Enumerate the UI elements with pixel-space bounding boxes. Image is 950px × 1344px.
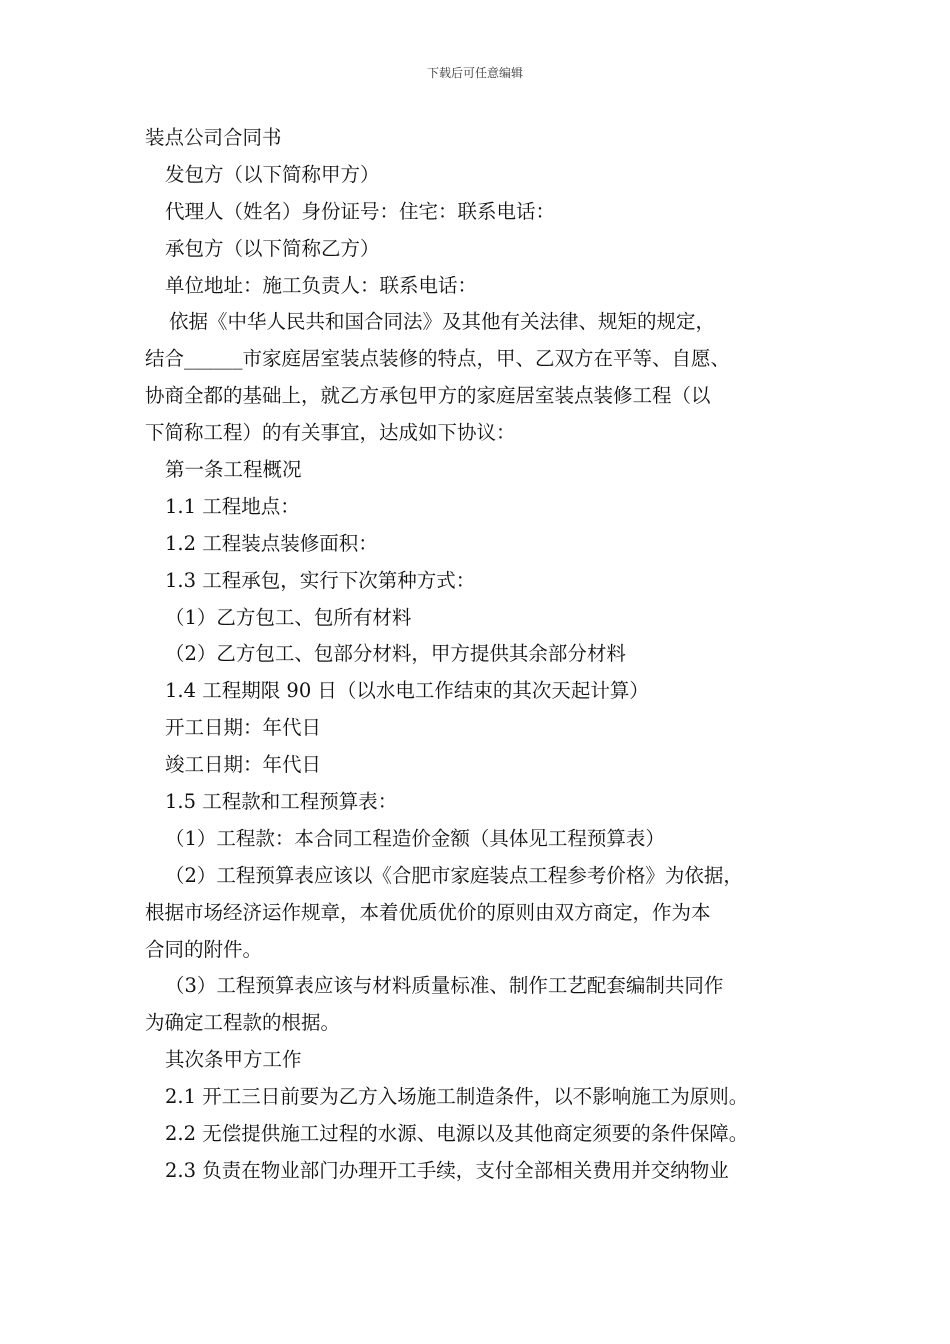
paragraph-line: 合同的附件。 (145, 937, 263, 961)
clause-line: 2.2 无偿提供施工过程的水源、电源以及其他商定须要的条件保障。 (165, 1122, 749, 1146)
clause-line: （2）乙方包工、包部分材料，甲方提供其余部分材料 (165, 642, 626, 666)
clause-line: （3）工程预算表应该与材料质量标准、制作工艺配套编制共同作 (165, 974, 724, 998)
paragraph-line: 发包方（以下简称甲方） (165, 162, 380, 186)
paragraph-line: 根据市场经济运作规章，本着优质优价的原则由双方商定，作为本 (145, 900, 711, 924)
clause-line: （1）工程款：本合同工程造价金额（具体见工程预算表） (165, 826, 665, 850)
paragraph-line: 单位地址：施工负责人：联系电话： (165, 273, 478, 297)
clause-line: 1.4 工程期限 90 日（以水电工作结束的其次天起计算） (165, 679, 649, 703)
clause-line: 竣工日期：年代日 (165, 753, 322, 777)
paragraph-line: 结合______市家庭居室装点装修的特点，甲、乙双方在平等、自愿、 (145, 347, 731, 371)
paragraph-line: 协商全都的基础上，就乙方承包甲方的家庭居室装点装修工程（以 (145, 384, 711, 408)
clause-line: 1.3 工程承包，实行下次第种方式： (165, 568, 476, 592)
paragraph-line: 下简称工程）的有关事宜，达成如下协议： (145, 421, 516, 445)
paragraph-line: 代理人（姓名）身份证号：住宅：联系电话： (165, 199, 556, 223)
clause-line: （2）工程预算表应该以《合肥市家庭装点工程参考价格》为依据， (165, 863, 743, 887)
section-heading: 其次条甲方工作 (165, 1048, 302, 1072)
document-title: 装点公司合同书 (145, 126, 282, 149)
clause-line: 1.5 工程款和工程预算表： (165, 790, 398, 814)
clause-line: （1）乙方包工、包所有材料 (165, 605, 412, 629)
clause-line: 2.1 开工三日前要为乙方入场施工制造条件，以不影响施工为原则。 (165, 1085, 749, 1109)
paragraph-line: 承包方（以下简称乙方） (165, 236, 380, 260)
clause-line: 2.3 负责在物业部门办理开工手续，支付全部相关费用并交纳物业 (165, 1158, 729, 1182)
clause-line: 1.1 工程地点： (165, 494, 300, 518)
paragraph-line: 依据《中华人民共和国合同法》及其他有关法律、规矩的规定， (169, 310, 716, 334)
page-header: 下载后可任意编辑 (426, 66, 523, 80)
document-body (145, 120, 820, 1190)
section-heading: 第一条工程概况 (165, 458, 302, 482)
clause-line: 1.2 工程装点装修面积： (165, 531, 378, 555)
paragraph-line: 为确定工程款的根据。 (145, 1011, 341, 1035)
clause-line: 开工日期：年代日 (165, 716, 322, 740)
